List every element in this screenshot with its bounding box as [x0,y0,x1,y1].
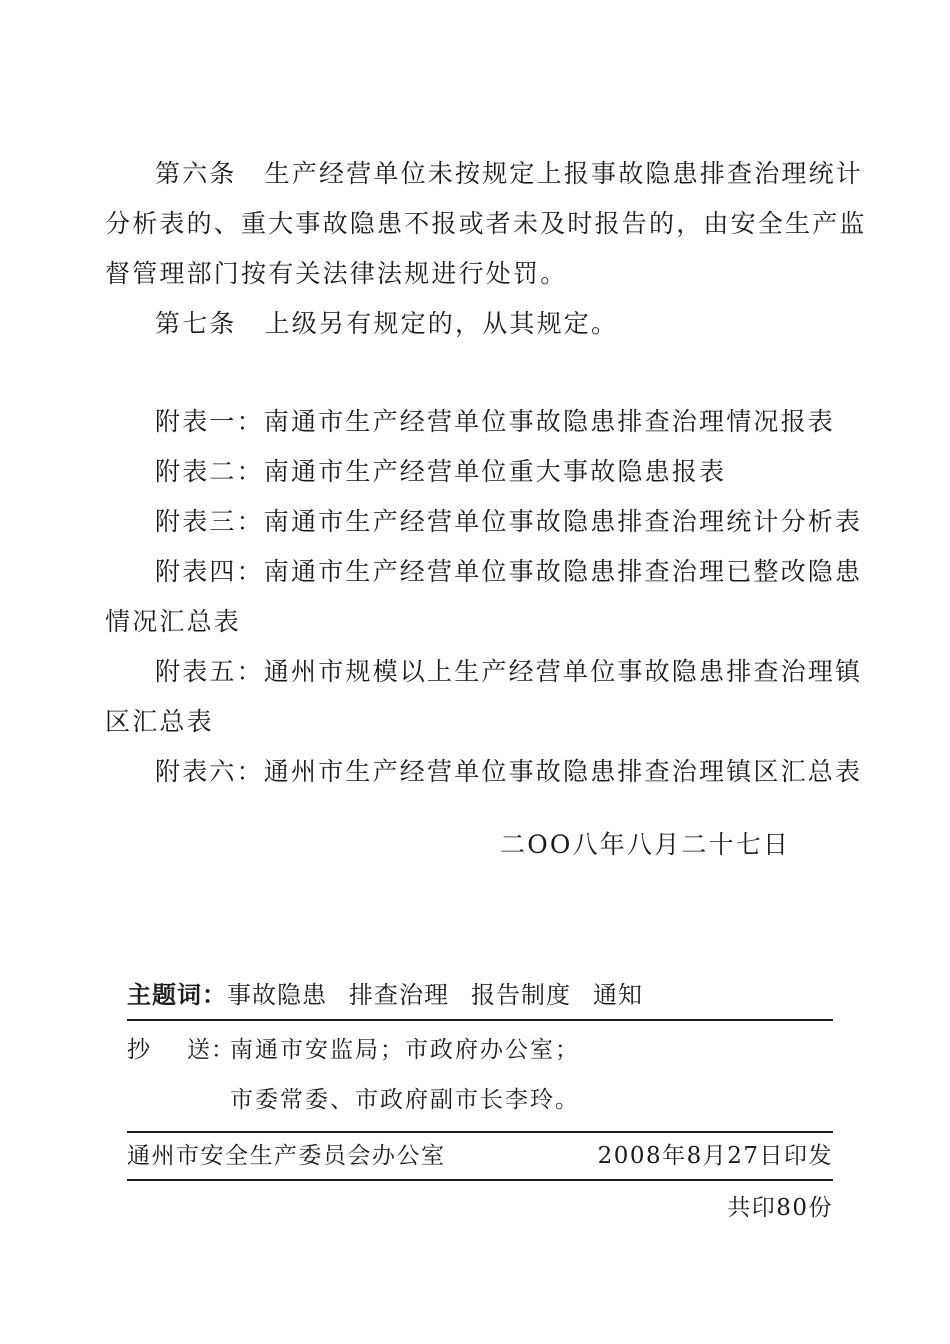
cc-label-part-a: 抄 [127,1037,151,1063]
article-6-line-3: 督管理部门按有关法律法规进行处罚。 [105,259,568,288]
cc-label [127,1033,235,1067]
attachment-5-continued: 区汇总表 [105,707,214,736]
attachment-3: 附表三：南通市生产经营单位事故隐患排查治理统计分析表 [155,507,863,536]
article-6-line-2: 分析表的、重大事故隐患不报或者未及时报告的，由安全生产监 [105,209,867,238]
article-7-label: 第七条 [155,309,237,338]
keyword-item: 事故隐患 [227,981,327,1009]
cc-recipients-line-1: 南通市安监局；市政府办公室； [230,1037,580,1063]
keywords-row [127,975,833,1021]
issuer-name: 通州市安全生产委员会办公室 [127,1143,446,1169]
document-footer [127,975,833,1221]
attachment-4: 附表四：南通市生产经营单位事故隐患排查治理已整改隐患 [155,557,863,586]
issue-date: 2008年8月27日印发 [597,1143,833,1169]
article-6-text-1: 生产经营单位未按规定上报事故隐患排查治理统计 [264,159,864,188]
attachment-4-continued: 情况汇总表 [105,607,242,636]
attachment-1: 附表一：南通市生产经营单位事故隐患排查治理情况报表 [155,407,836,436]
keyword-item: 排查治理 [349,981,449,1009]
document-date: 二OO八年八月二十七日 [500,830,791,859]
attachment-5: 附表五：通州市规模以上生产经营单位事故隐患排查治理镇 [155,657,863,686]
print-copies: 共印80份 [727,1195,833,1221]
cc-block [127,1021,833,1133]
keyword-item: 通知 [593,981,643,1009]
cc-label-part-b: 送： [187,1037,235,1063]
keyword-item: 报告制度 [471,981,571,1009]
article-7-text-1: 上级另有规定的，从其规定。 [264,309,619,338]
article-6-label: 第六条 [155,159,237,188]
article-6-line-1 [155,157,863,191]
keywords-label: 主题词： [127,981,227,1009]
article-7-line-1 [155,307,618,341]
issue-row [127,1133,833,1181]
attachment-6: 附表六：通州市生产经营单位事故隐患排查治理镇区汇总表 [155,757,863,786]
cc-recipients-line-2: 市委常委、市政府副市长李玲。 [230,1087,580,1113]
attachment-2: 附表二：南通市生产经营单位重大事故隐患报表 [155,457,727,486]
